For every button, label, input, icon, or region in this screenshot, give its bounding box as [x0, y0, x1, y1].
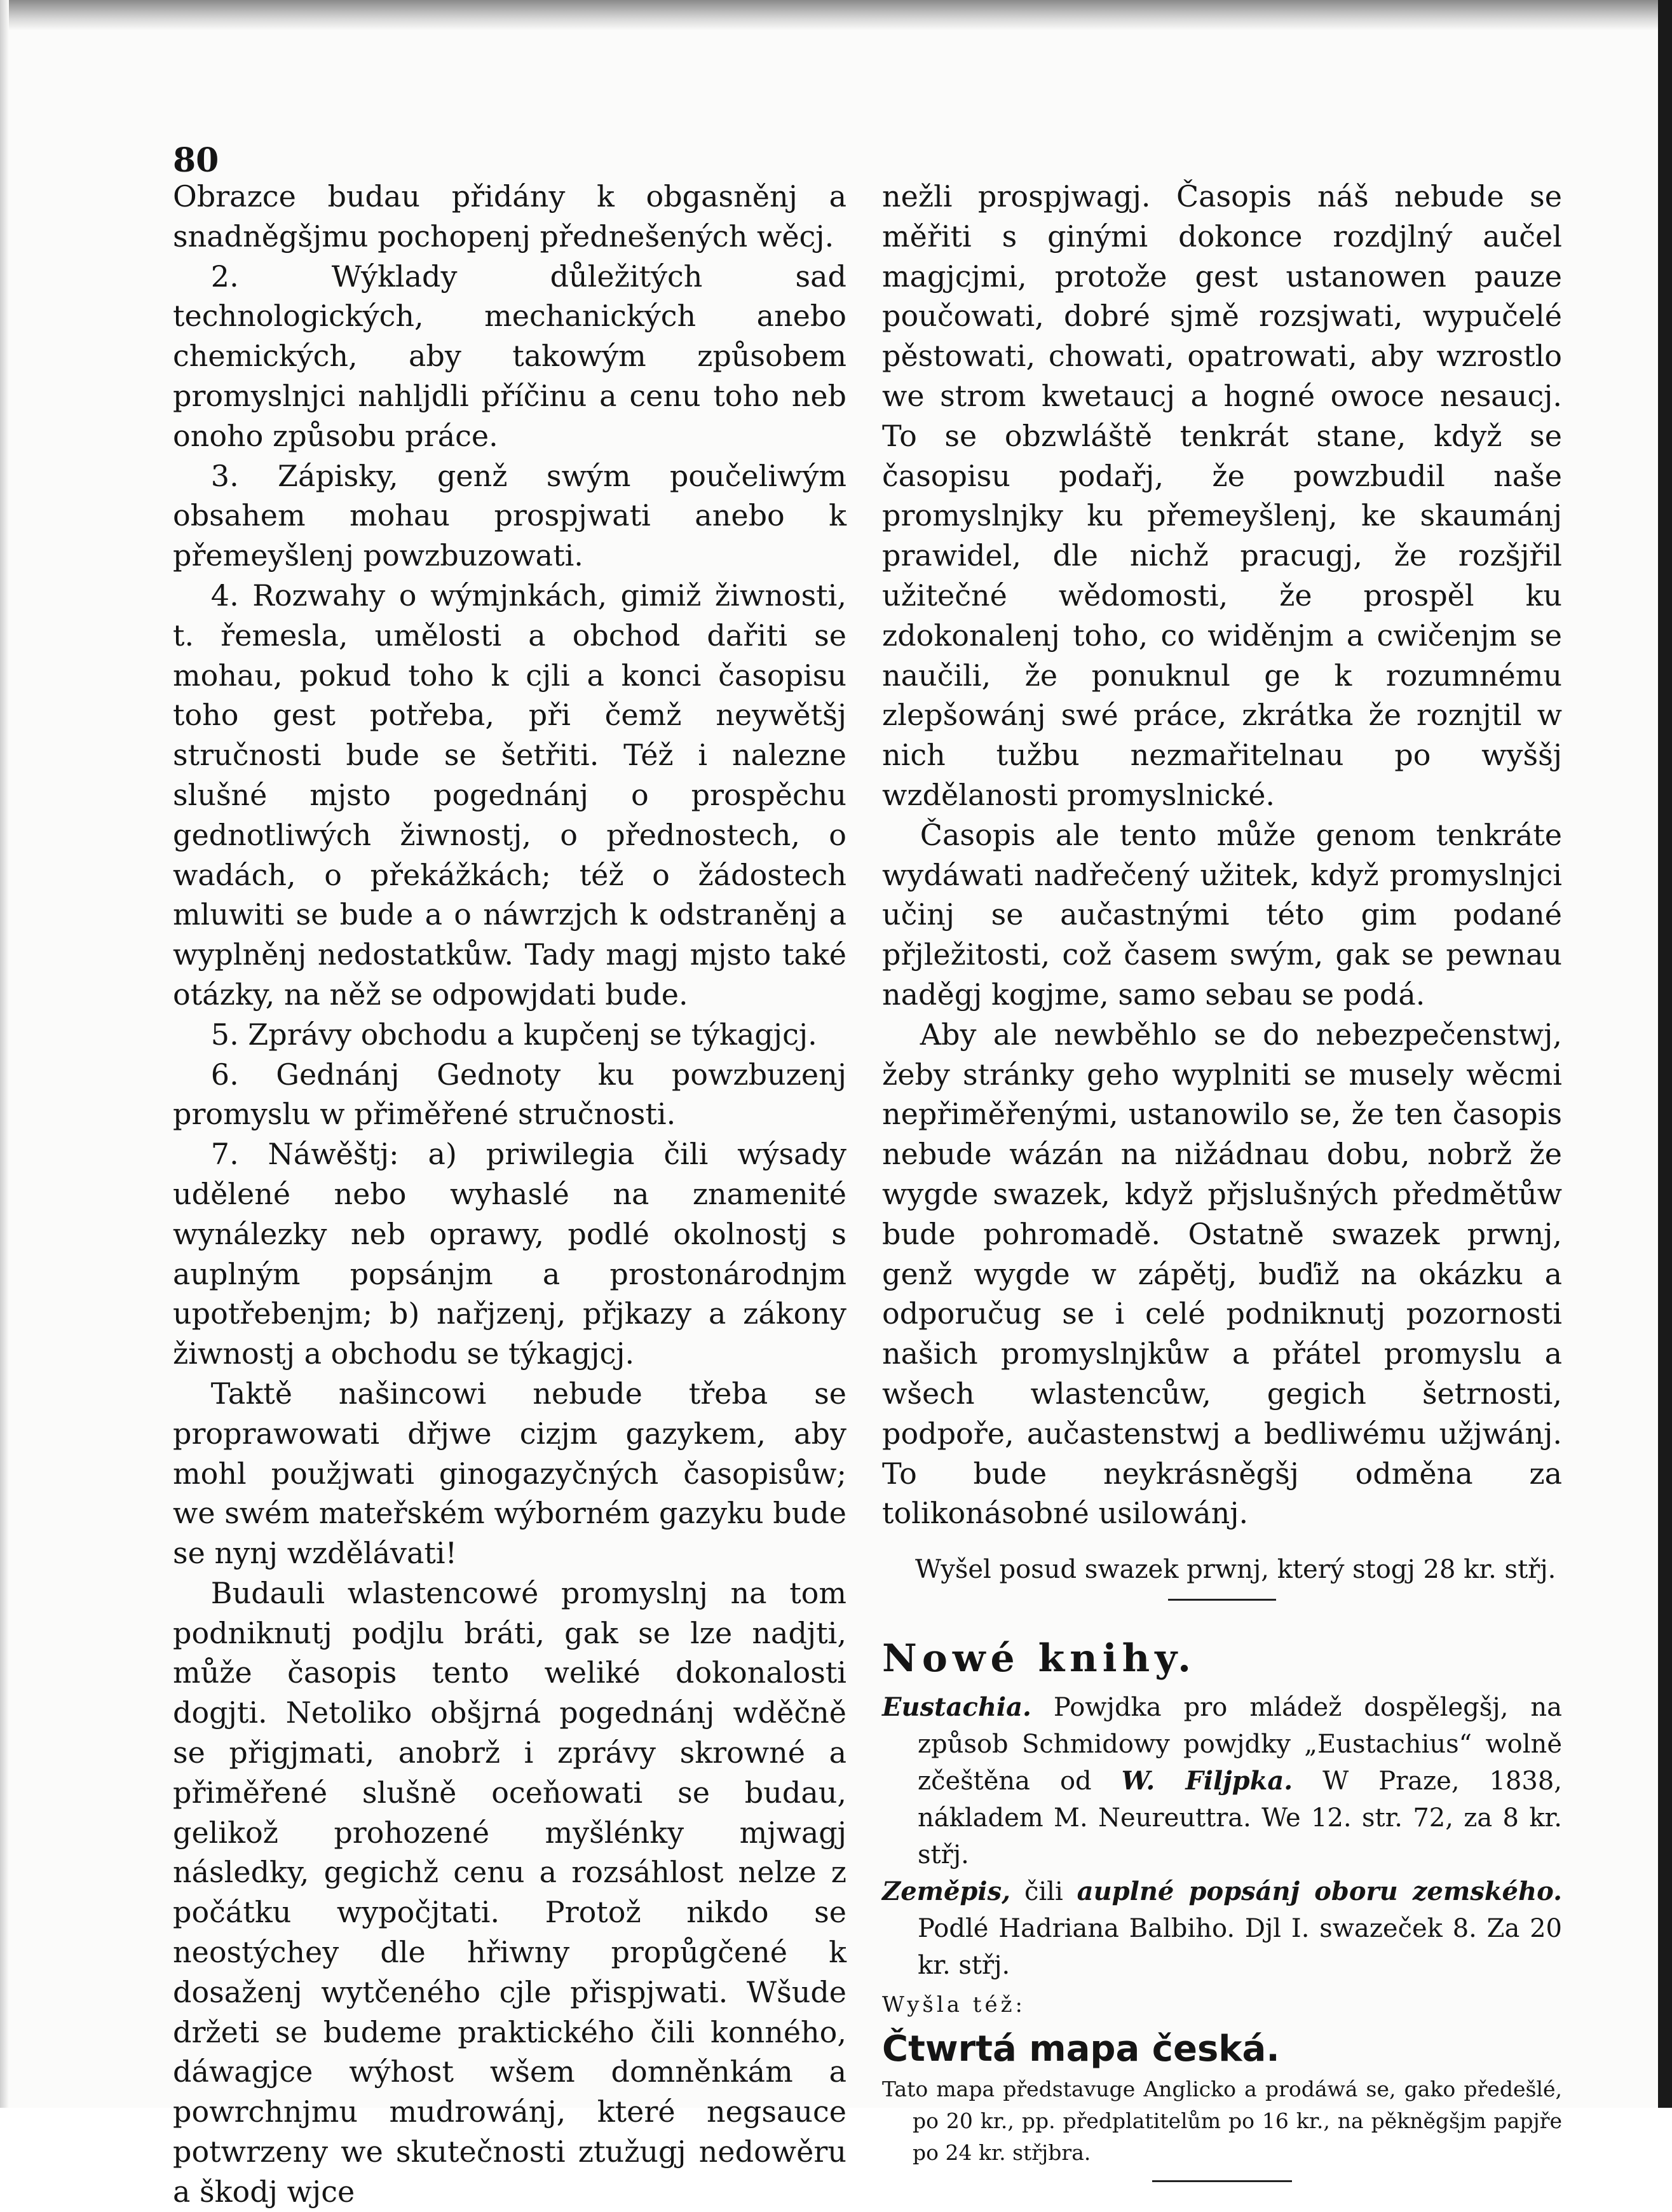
book-connector: čili	[1024, 1876, 1063, 1906]
book-title: Zeměpis,	[882, 1876, 1011, 1906]
paragraph-purpose-continued: nežli prospjwagj. Časopis náš nebude se měřiti s ginými dokonce rozdjlný aučel magjcjmi, protože gest ustanowen pauze poučowati, dobré sjmě rozsjwati, wypučelé pěstowati, chowati, opatrowati, aby wzrostlo we strom kwetaucj a hogné owoce nesaucj. To se obzwláště tenkrát stane, když se časopisu podařj, že powzbudil naše promyslnjky ku přemeyšlenj, ke skaumánj prawidel, dle nichž pracugj, že rozšjřil užitečné wědomosti, že prospěl ku zdokonalenj toho, co widěnjm a cwičenjm se naučili, že ponuknul ge k rozumnému zlepšowánj swé práce, zkrátka že roznjtil w nich tužbu nezmařitelnau po wyššj wzdělanosti promyslnické.	[882, 179, 1562, 812]
book-publication-details: Podlé Hadriana Balbiho. Djl I. swazeček 8. Za 20 kr. střj.	[918, 1913, 1562, 1980]
scan-edge-top	[0, 0, 1672, 31]
paragraph-language: Taktě našincowi nebude třeba se proprawowati dřjwe cizjm gazykem, aby mohl použjwati ginogazyčných časopisůw; we swém mateřském wýborném gazyku bude se nynj wzdělávati!	[173, 1376, 846, 1571]
paragraph-contributions: Budauli wlastencowé promyslnj na tom podniknutj podjlu bráti, gak se lze nadjti, může časopis tento weliké dokonalosti dogjti. Netoliko obšjrná pogednánj wděčně se přigjmati, anobrž i zprávy skrowné a přiměřené slušně oceňowati se budau, gelikož prohozené myšlénky mjwagj následky, gegichž cenu a rozsáhlost nelze z počátku wypočjtati. Protož nikdo se neostýchey dle hřiwny propůgčené k dosaženj wytčeného cjle přispjwati. Wšude držeti se budeme praktického čili konného, dáwagjce wýhost wšem domněnkám a powrchnjmu mudrowánj, které negsauce potwrzeny we skutečnosti ztužugj nedowěru a škodj wjce	[173, 1575, 846, 2209]
book-publication-details: W Praze, 1838, nákladem M. Neureuttra. We 12. str. 72, za 8 kr. střj.	[918, 1766, 1562, 1869]
list-item-6: 6. Gednánj Gednoty ku powzbuzenj promyslu w přiměřené stručnosti.	[173, 1057, 846, 1132]
list-item-3: 3. Zápisky, genž swým poučeliwým obsahem mohau prospjwati anebo k přemeyšlenj powzbuzowati.	[173, 458, 846, 573]
paragraph-publication: Aby ale newběhlo se do nebezpečenstwj, žeby stránky geho wyplniti se musely wěcmi nepřiměřenými, ustanowilo se, že ten časopis nebude wázán na nižádnau dobu, nobrž že wygde swazek, když přjslušných předmětůw bude pohromadě. Ostatně swazek prwnj, genž wygde w zápětj, buďiž na okázku a odporučug se i celé podniknutj pozornosti našich promyslnjkůw a přátel promyslu a wšech wlastencůw, gegich šetrnosti, podpoře, aučastenstwj a bedliwému užjwánj. To bude neykrásněgšj odměna za tolikonásobné usilowánj.	[882, 1017, 1562, 1531]
volume-notice: Wyšel posud swazek prwnj, který stogj 28 kr. střj.	[915, 1555, 1556, 1585]
book-entry-eustachia	[882, 1689, 1562, 1873]
paragraph-benefit: Časopis ale tento může genom tenkráte wydáwati nadřečený užitek, když promyslnjci učinj se aučastnými této gim podané přjležitosti, což časem swým, gak se pewnau naděgj kogjme, samo sebau se podá.	[882, 817, 1562, 1012]
scan-edge-left	[0, 0, 9, 2108]
left-column	[173, 177, 846, 2212]
book-description: Powjdka pro mládež dospělegšj, na způsob Schmidowy powjdky „Eustachius“ wolně zčeštěna od	[918, 1692, 1562, 1796]
right-column	[882, 177, 1562, 2182]
end-divider	[1152, 2180, 1292, 2182]
map-description: Tato mapa představuge Anglicko a prodáwá se, gako předešlé, po 20 kr., pp. předplatitelům po 16 kr., na pěkněgšjm papjře po 24 kr. střjbra.	[882, 2077, 1562, 2166]
new-books-heading: Nowé knihy.	[882, 1636, 1197, 1681]
book-entry-zemepis	[882, 1873, 1562, 1984]
list-item-7: 7. Náwěštj: a) priwilegia čili wýsady udělené nebo wyhaslé na znamenité wynálezky neb oprawy, podlé okolnostj s auplným popsánjm a prostonárodnjm upotřebenjm; b) nařjzenj, přjkazy a zákony žiwnostj a obchodu se týkagjcj.	[173, 1137, 846, 1371]
map-title: Čtwrtá mapa česká.	[882, 2028, 1280, 2070]
list-item-4: 4. Rozwahy o wýmjnkách, gimiž žiwnosti, t. řemesla, umělosti a obchod dařiti se mohau, pokud toho k cjli a konci časopisu toho gest potřeba, při čemž neywětšj stručnosti bude se šetřiti. Též i nalezne slušné mjsto pogednánj o prospěchu gednotliwých žiwnostj, o přednostech, o wadách, o překážkách; též o žádostech mluwiti se bude a o náwrzjch k odstraněnj a wyplněnj nedostatkůw. Tady magj mjsto také otázky, na něž se odpowjdati bude.	[173, 578, 846, 1012]
book-title: Eustachia.	[882, 1692, 1031, 1722]
divider	[1168, 1599, 1276, 1601]
book-subtitle: auplné popsánj oboru zemského.	[1077, 1876, 1562, 1906]
book-author: W. Filjpka.	[1121, 1765, 1293, 1796]
list-item-2: 2. Wýklady důležitých sad technologických, mechanických anebo chemických, aby takowým způsobem promyslnjci nahljdli příčinu a cenu toho neb onoho způsobu práce.	[173, 259, 846, 453]
scan-edge-right	[1658, 0, 1672, 2108]
page-number: 80	[173, 141, 219, 180]
list-item-5: 5. Zprávy obchodu a kupčenj se týkagjcj.	[210, 1017, 817, 1052]
also-published-label: Wyšla též:	[882, 1991, 1026, 2018]
paragraph-intro-continued: Obrazce budau přidány k obgasněnj a snadněgšjmu pochopenj přednešených wěcj.	[173, 179, 846, 254]
